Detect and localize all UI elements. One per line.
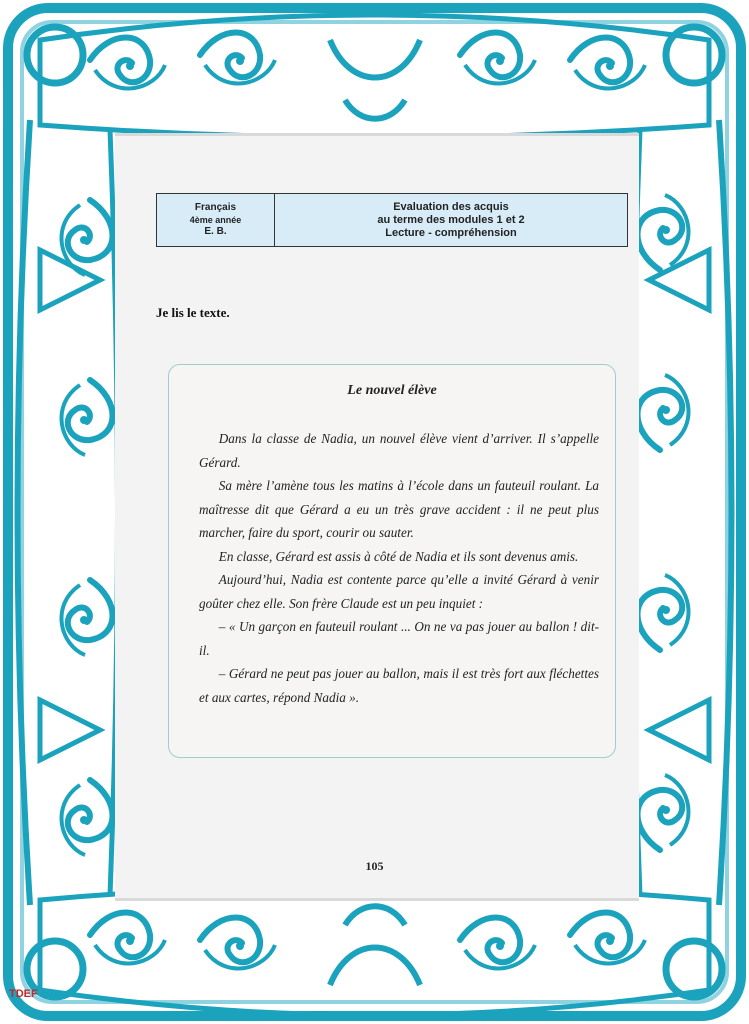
header-line-3: Lecture - compréhension [385,226,517,239]
page-number: 105 [365,859,384,873]
instruction-text: Je lis le texte. [156,305,230,320]
header-line-2: au terme des modules 1 et 2 [377,213,525,226]
story-paragraph: Dans la classe de Nadia, un nouvel élève vient d’arriver. Il s’appelle Gérard. [199,431,599,470]
story-box [168,364,616,758]
header-table [156,193,628,247]
header-grade: 4ème année [189,215,242,225]
story-body [199,427,599,709]
story-paragraph: – Gérard ne peut pas jouer au ballon, mais il est très fort aux fléchettes et aux cartes, répond Nadia ». [199,666,599,705]
story-paragraph: Aujourd’hui, Nadia est contente parce qu’elle a invité Gérard à venir goûter chez elle. Son frère Claude est un peu inquiet : [199,572,599,611]
story-paragraph: – « Un garçon en fauteuil roulant ... On ne va pas jouer au ballon ! dit-il. [199,619,599,658]
header-line-1: Evaluation des acquis [393,200,509,213]
header-left-cell [157,194,275,246]
header-right-cell [275,194,627,246]
story-title: Le nouvel élève [347,383,437,398]
header-subject: Français [194,202,237,213]
story-paragraph: En classe, Gérard est assis à côté de Nadia et ils sont devenus amis. [218,548,579,564]
story-paragraph: Sa mère l’amène tous les matins à l’école dans un fauteuil roulant. La maîtresse dit que Gérard a eu un très grave accident : il ne peut plus marcher, faire du sport, courir ou sauter. [199,478,599,540]
watermark-logo: TDEF [9,988,38,1000]
header-level: E. B. [204,226,227,237]
